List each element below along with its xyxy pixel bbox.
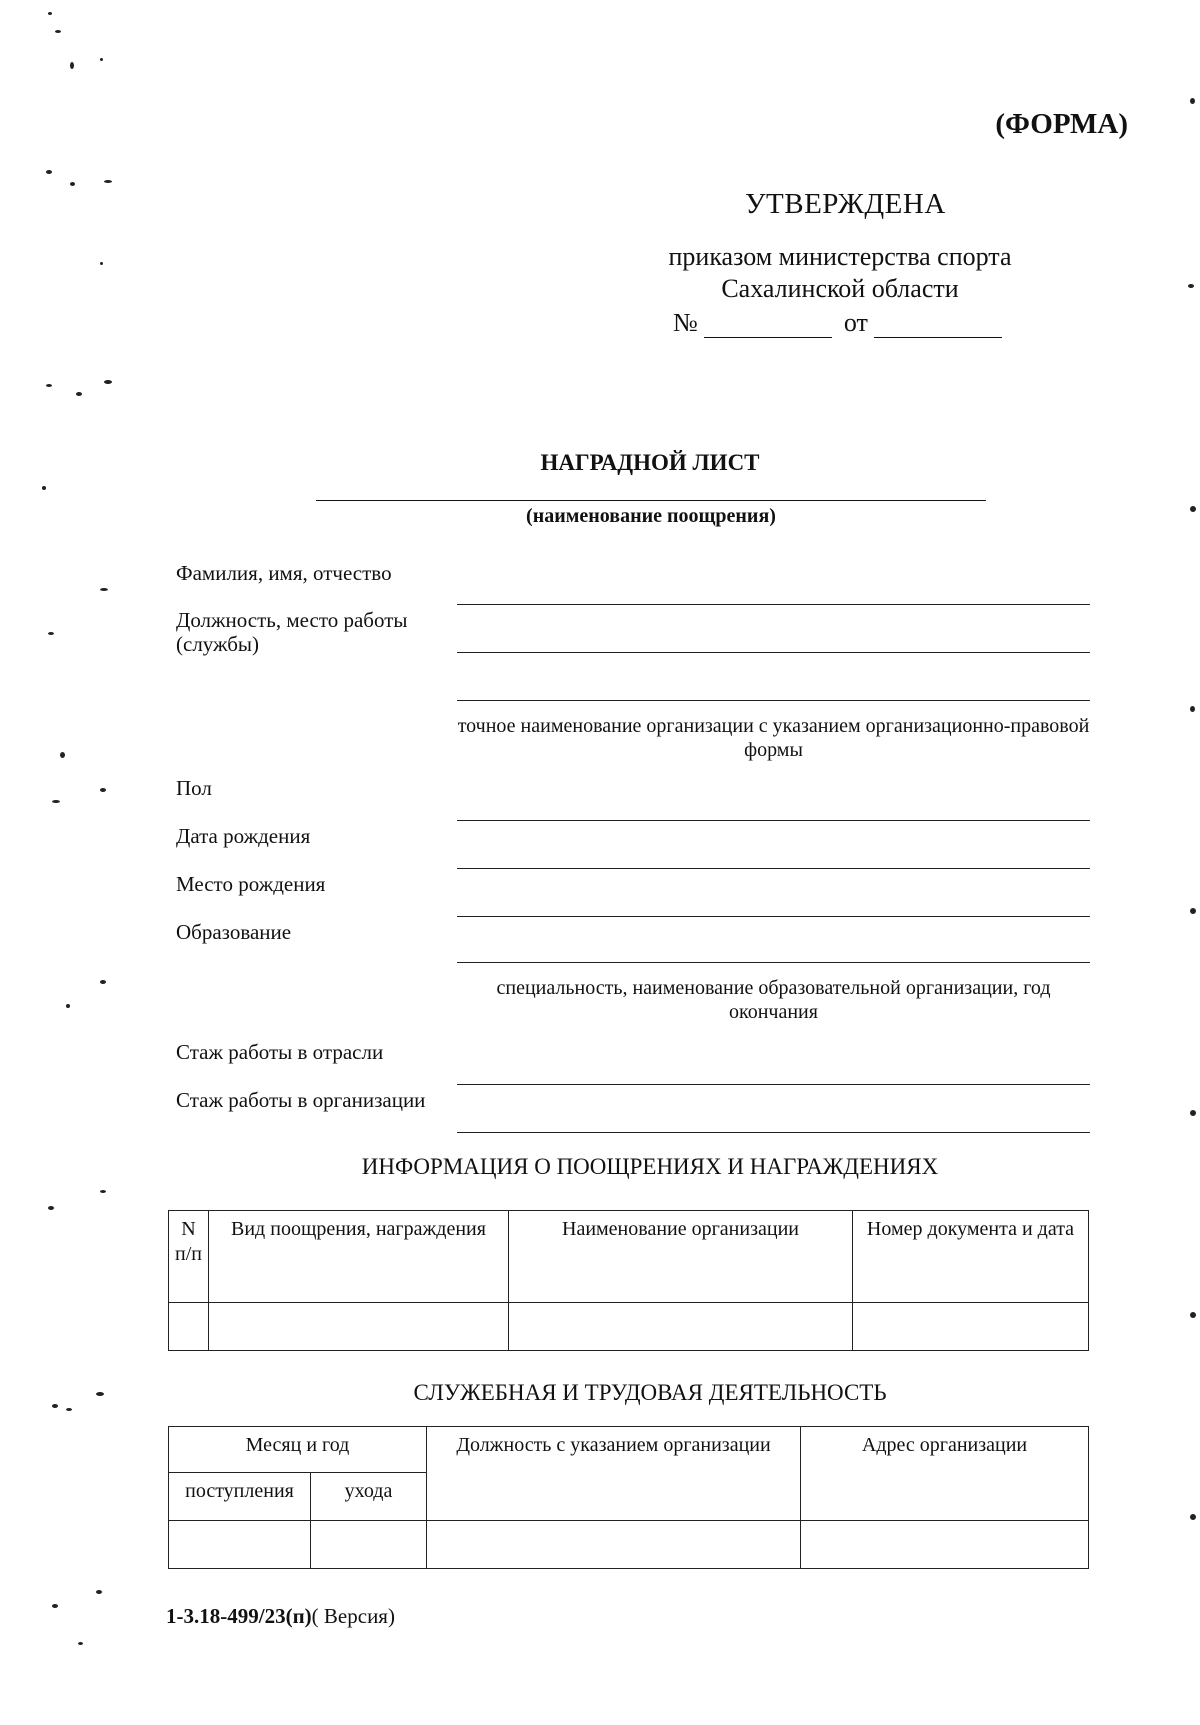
work-address-cell[interactable] (801, 1521, 1089, 1569)
awards-table (168, 1210, 1089, 1351)
organization-field[interactable] (457, 700, 1090, 701)
birth-place-label: Место рождения (176, 872, 326, 896)
education-field[interactable] (457, 962, 1090, 963)
work-section-title: СЛУЖЕБНАЯ И ТРУДОВАЯ ДЕЯТЕЛЬНОСТЬ (413, 1380, 887, 1405)
awards-header-row (169, 1211, 1089, 1303)
position-label-line1: Должность, место работы (176, 608, 408, 632)
table-row (169, 1521, 1089, 1569)
order-number-row (673, 308, 1002, 338)
col-organization-header: Наименование организации (509, 1211, 853, 1303)
award-organization-cell[interactable] (509, 1303, 853, 1351)
document-version: ( Версия) (311, 1604, 395, 1628)
table-row (169, 1303, 1089, 1351)
birth-date-field[interactable] (457, 868, 1090, 869)
work-table (168, 1426, 1089, 1569)
industry-experience-label: Стаж работы в отрасли (176, 1040, 384, 1064)
position-label (176, 608, 408, 656)
award-number-cell[interactable] (169, 1303, 209, 1351)
order-line-1: приказом министерства спорта (668, 242, 1012, 271)
from-word: от (843, 308, 868, 337)
position-field[interactable] (457, 652, 1090, 653)
birth-date-label: Дата рождения (176, 824, 311, 848)
award-name-caption: (наименование поощрения) (526, 505, 776, 527)
form-mark: (ФОРМА) (995, 108, 1128, 140)
work-end-cell[interactable] (311, 1521, 427, 1569)
work-position-cell[interactable] (427, 1521, 801, 1569)
award-name-field[interactable] (316, 500, 986, 501)
order-number-field[interactable] (704, 317, 832, 338)
industry-experience-field[interactable] (457, 1084, 1090, 1085)
org-experience-label: Стаж работы в организации (176, 1088, 426, 1112)
order-date-field[interactable] (874, 317, 1002, 338)
fio-label: Фамилия, имя, отчество (176, 561, 392, 585)
document-code (166, 1604, 395, 1629)
number-sign: № (673, 308, 698, 337)
work-start-cell[interactable] (169, 1521, 311, 1569)
col-address-header: Адрес организации (801, 1427, 1089, 1521)
col-position-header: Должность с указанием организации (427, 1427, 801, 1521)
document-title: НАГРАДНОЙ ЛИСТ (540, 450, 760, 475)
birth-place-field[interactable] (457, 916, 1090, 917)
col-month-year-header: Месяц и год (169, 1427, 427, 1473)
order-line-2: Сахалинской области (721, 274, 959, 303)
document-code-number: 1-3.18-499/23(п) (166, 1604, 312, 1628)
col-document-header: Номер документа и дата (853, 1211, 1089, 1303)
col-award-type-header: Вид поощрения, награждения (209, 1211, 509, 1303)
fio-field[interactable] (457, 604, 1090, 605)
education-caption: специальность, наименование образовательной организации, год окончания (496, 977, 1051, 1023)
col-end-header: ухода (311, 1473, 427, 1521)
approved-heading: УТВЕРЖДЕНА (745, 188, 946, 220)
award-document-cell[interactable] (853, 1303, 1089, 1351)
col-start-header: поступления (169, 1473, 311, 1521)
work-header-row (169, 1427, 1089, 1473)
organization-caption: точное наименование организации с указанием организационно-правовой формы (457, 715, 1090, 761)
education-label: Образование (176, 920, 292, 944)
position-label-line2: (службы) (176, 632, 260, 656)
award-type-cell[interactable] (209, 1303, 509, 1351)
gender-label: Пол (176, 776, 212, 800)
awards-section-title: ИНФОРМАЦИЯ О ПООЩРЕНИЯХ И НАГРАЖДЕНИЯХ (361, 1154, 939, 1179)
org-experience-field[interactable] (457, 1132, 1090, 1133)
gender-field[interactable] (457, 820, 1090, 821)
col-number-header: N п/п (169, 1211, 209, 1303)
